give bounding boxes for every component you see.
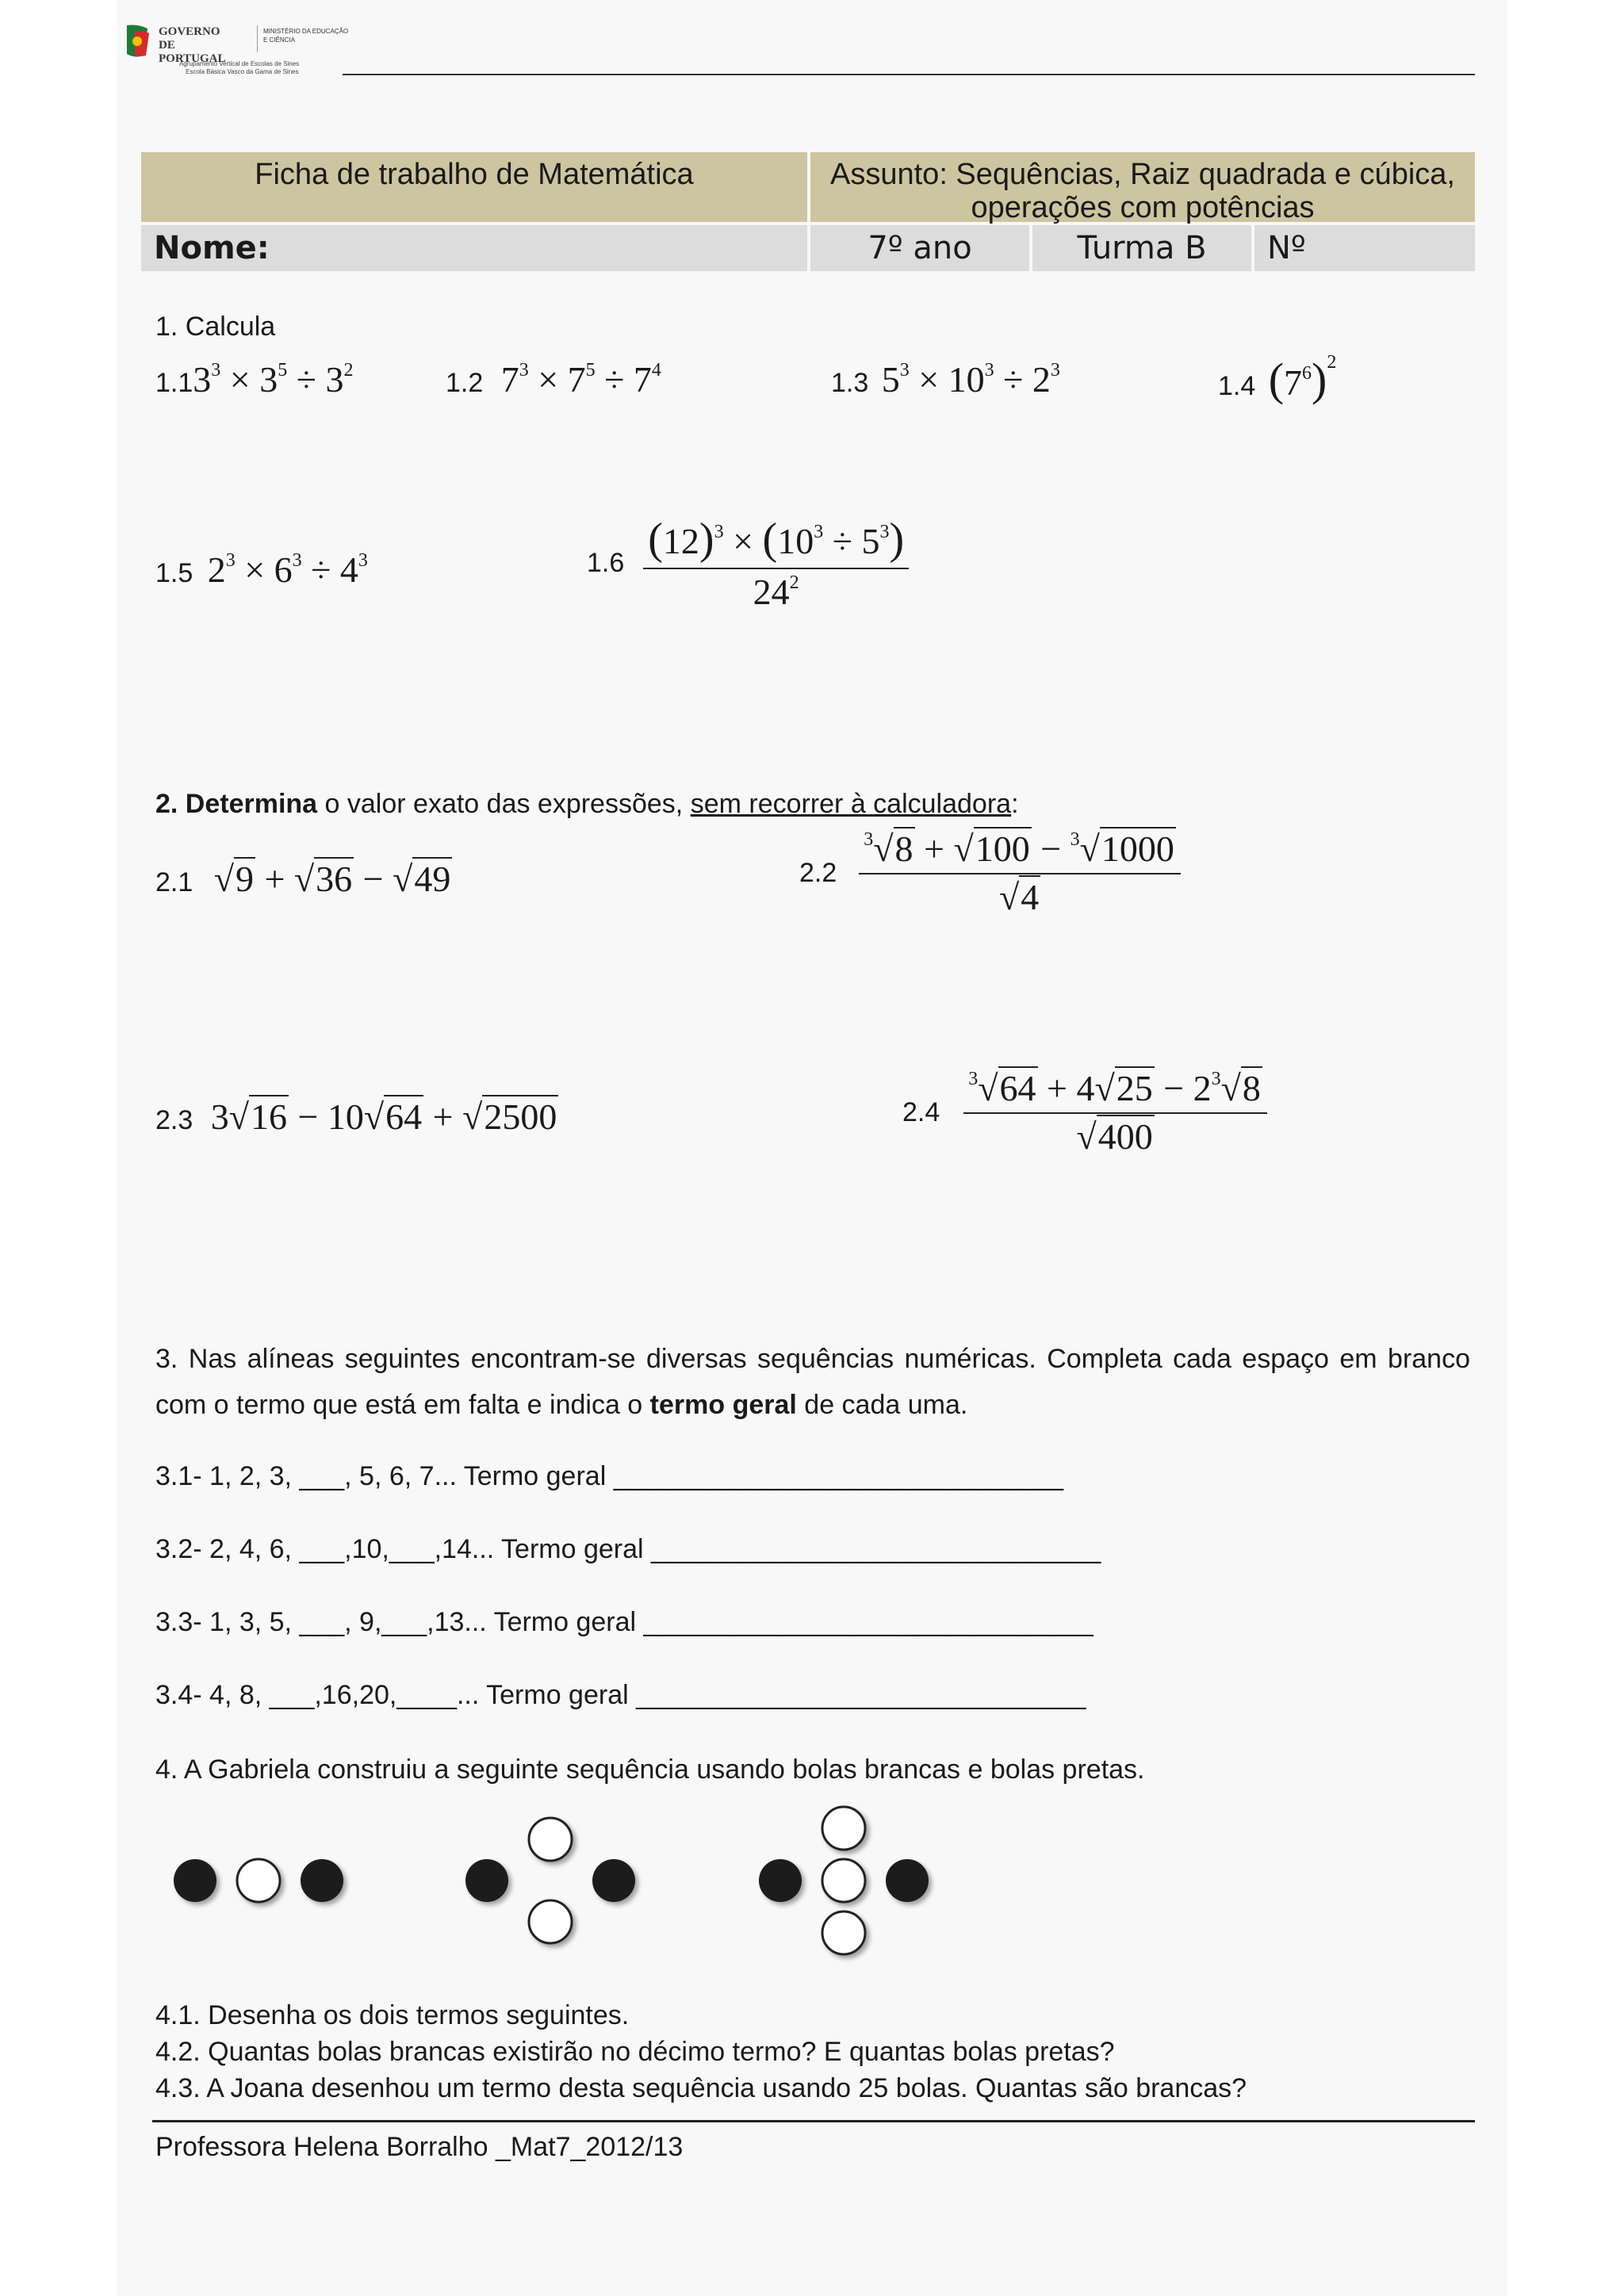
worksheet-title: Ficha de trabalho de Matemática [255, 158, 694, 191]
q1-heading: 1. Calcula [155, 312, 276, 342]
sequence-item-3-2: 3.2- 2, 4, 6, ___,10,___,14... Termo geral ______________________________ [155, 1534, 1101, 1564]
white-ball [822, 1859, 865, 1902]
white-ball [237, 1859, 280, 1902]
year-label: 7º ano [868, 230, 972, 266]
logo-divider [257, 25, 258, 52]
logo-ministry-text: MINISTÉRIO DA EDUCAÇÃO E CIÊNCIA [263, 28, 349, 44]
white-ball [822, 1807, 865, 1850]
term-3-figure [759, 1807, 929, 1954]
item-label: 1.6 [587, 548, 625, 578]
subject-line-2: operações com potências [971, 191, 1315, 224]
item-label: 2.2 [799, 857, 837, 888]
item-label: 2.4 [902, 1096, 940, 1127]
expression: $7^3 \times 7^5 \div 7^4$ [500, 359, 661, 400]
q3-intro-line-2: com o termo que está em falta e indica o termo geral de cada uma. [155, 1390, 968, 1420]
footer-rule [152, 2120, 1475, 2122]
sequence-item-3-3: 3.3- 1, 3, 5, ___, 9,___,13... Termo geral ______________________________ [155, 1607, 1094, 1637]
q1-item-1-6 [587, 514, 909, 613]
class-label: Turma B [1077, 230, 1207, 266]
q3-intro-line-1: 3. Nas alíneas seguintes encontram-se diversas sequências numéricas. Completa cada espaço em branco [155, 1344, 1470, 1374]
year-cell [810, 225, 1029, 271]
fraction-expression: $\frac{(12)^3 \times (10^3 \div 5^3)}{24^2}$ [643, 514, 909, 613]
item-label: 1.5 [155, 558, 193, 588]
header-rule [343, 74, 1475, 75]
black-ball [592, 1859, 635, 1902]
logo-subtitle-1: Agrupamento Vertical de Escolas de Sines [179, 60, 300, 67]
item-label: 1.1 [155, 368, 193, 398]
q4-question-4-3: 4.3. A Joana desenhou um termo desta sequência usando 25 bolas. Quantas são brancas? [155, 2073, 1247, 2103]
black-ball [174, 1859, 216, 1902]
fraction-expression: $\frac{^3√8 + √100 - ^3√1000}{√4}$ [859, 828, 1181, 918]
q2-item-2-3 [155, 1096, 558, 1138]
item-label: 1.4 [1218, 371, 1256, 401]
logo-subtitle-2: Escola Básica Vasco da Gama de Sines [186, 68, 299, 75]
expression: $2^3 \times 6^3 \div 4^3$ [207, 549, 368, 590]
q4-intro: 4. A Gabriela construiu a seguinte sequência usando bolas brancas e bolas pretas. [155, 1755, 1145, 1785]
expression: $3^3 \times 3^5 \div 3^2$ [193, 359, 354, 400]
expression: $(7^6)^2$ [1268, 352, 1337, 405]
title-cell [141, 152, 807, 222]
sequence-item-3-4: 3.4- 4, 8, ___,16,20,____... Termo geral ______________________________ [155, 1680, 1086, 1710]
black-ball [301, 1859, 343, 1902]
ball-sequence-figure [159, 1793, 999, 1976]
q4-question-4-1: 4.1. Desenha os dois termos seguintes. [155, 2000, 630, 2030]
logo-main-text: GOVERNO DE PORTUGAL [159, 25, 226, 65]
name-cell [141, 225, 807, 271]
item-label: 2.1 [155, 867, 193, 897]
item-label: 1.3 [831, 368, 869, 398]
subject-cell [810, 152, 1475, 222]
class-cell [1032, 225, 1251, 271]
q2-heading: 2. Determina o valor exato das expressões, sem recorrer à calculadora: [155, 789, 1019, 819]
q1-item-1-5 [155, 549, 368, 591]
black-ball [886, 1859, 929, 1902]
q1-item-1-1 [155, 358, 353, 400]
black-ball [465, 1859, 508, 1902]
name-label: Nome: [154, 230, 270, 266]
expression: √9 + √36 − √49 [213, 859, 451, 899]
number-label: Nº [1267, 230, 1306, 266]
government-logo [124, 22, 354, 79]
footer-text: Professora Helena Borralho _Mat7_2012/13 [155, 2132, 684, 2162]
portugal-flag-icon [124, 24, 152, 59]
term-2-figure [465, 1818, 635, 1943]
q2-item-2-1 [155, 858, 452, 900]
q1-item-1-4 [1218, 352, 1336, 406]
black-ball [759, 1859, 802, 1902]
white-ball [822, 1911, 865, 1954]
q4-question-4-2: 4.2. Quantas bolas brancas existirão no décimo termo? E quantas bolas pretas? [155, 2037, 1115, 2067]
fraction-expression: $\frac{^3√64 + 4√25 - 2^3√8}{√400}$ [963, 1067, 1267, 1158]
q1-item-1-3 [831, 358, 1060, 400]
term-1-figure [174, 1859, 343, 1902]
number-cell [1254, 225, 1475, 271]
expression: $5^3 \times 10^3 \div 2^3$ [881, 359, 1060, 400]
q2-item-2-4 [902, 1067, 1267, 1158]
white-ball [529, 1900, 572, 1943]
item-label: 1.2 [446, 368, 484, 398]
white-ball [529, 1818, 572, 1861]
q1-item-1-2 [446, 358, 661, 400]
sequence-item-3-1: 3.1- 1, 2, 3, ___, 5, 6, 7... Termo geral ______________________________ [155, 1461, 1063, 1491]
item-label: 2.3 [155, 1105, 193, 1135]
expression: 3√16 − 10√64 + √2500 [210, 1096, 557, 1137]
q2-item-2-2 [799, 828, 1181, 918]
subject-line-1: Assunto: Sequências, Raiz quadrada e cúbica, [830, 158, 1455, 191]
